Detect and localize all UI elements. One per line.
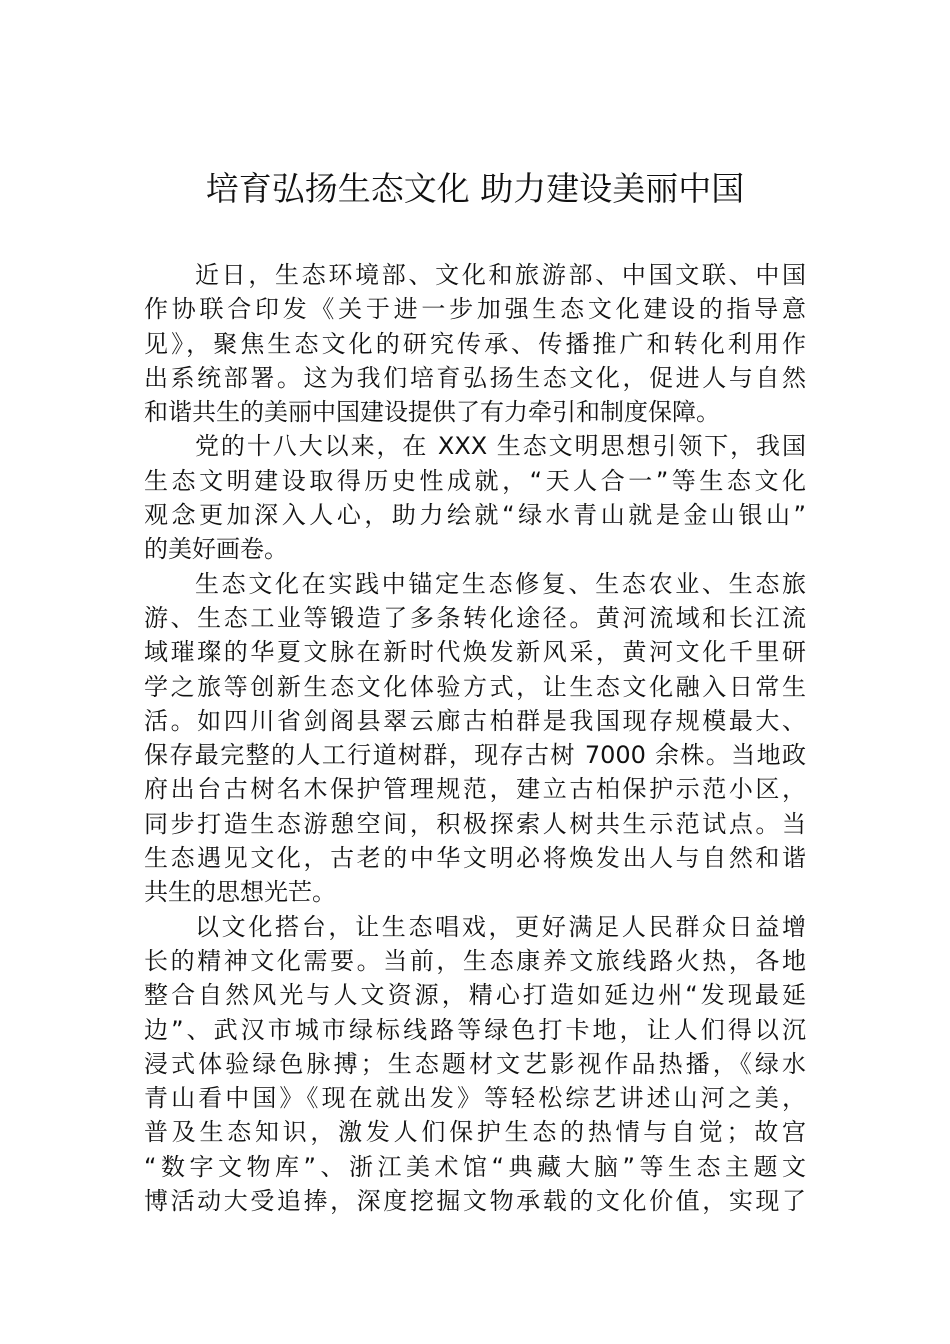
document-body <box>144 258 806 1218</box>
paragraph-3-line-3: 域璀璨的华夏文脉在新时代焕发新风采，黄河文化千里研 <box>144 638 806 667</box>
paragraph-1-line-5: 和谐共生的美丽中国建设提供了有力牵引和制度保障。 <box>144 398 720 427</box>
paragraph-3-line-10: 共生的思想光芒。 <box>144 878 336 907</box>
paragraph-3-line-5: 活。如四川省剑阁县翠云廊古柏群是我国现存规模最大、 <box>144 706 806 735</box>
paragraph-3-line-9: 生态遇见文化，古老的中华文明必将焕发出人与自然和谐 <box>144 844 806 873</box>
paragraph-4-line-3: 整合自然风光与人文资源，精心打造如延边州“发现最延 <box>144 981 806 1010</box>
paragraph-2-line-1: 党的十八大以来，在 XXX 生态文明思想引领下，我国 <box>195 432 806 461</box>
paragraph-4-line-2: 长的精神文化需要。当前，生态康养文旅线路火热，各地 <box>144 946 806 975</box>
paragraph-4-line-4: 边”、武汉市城市绿标线路等绿色打卡地，让人们得以沉 <box>144 1015 806 1044</box>
paragraph-2-line-4: 的美好画卷。 <box>144 535 288 564</box>
paragraph-3-line-8: 同步打造生态游憩空间，积极探索人树共生示范试点。当 <box>144 809 806 838</box>
paragraph-2-line-3: 观念更加深入人心，助力绘就“绿水青山就是金山银山” <box>144 501 806 530</box>
paragraph-2-line-2: 生态文明建设取得历史性成就，“天人合一”等生态文化 <box>144 466 806 495</box>
paragraph-1-line-1: 近日，生态环境部、文化和旅游部、中国文联、中国 <box>195 261 806 289</box>
paragraph-3-line-1: 生态文化在实践中锚定生态修复、生态农业、生态旅 <box>195 569 806 598</box>
paragraph-1-line-4: 出系统部署。这为我们培育弘扬生态文化，促进人与自然 <box>144 363 806 392</box>
paragraph-3-line-4: 学之旅等创新生态文化体验方式，让生态文化融入日常生 <box>144 672 806 701</box>
paragraph-4-line-9: 博活动大受追捧，深度挖掘文物承载的文化价值，实现了 <box>144 1187 806 1216</box>
paragraph-1-line-3: 见》，聚焦生态文化的研究传承、传播推广和转化利用作 <box>144 329 806 358</box>
paragraph-1-line-2: 作协联合印发《关于进一步加强生态文化建设的指导意 <box>144 295 806 324</box>
paragraph-3-line-6: 保存最完整的人工行道树群，现存古树 7000 余株。当地政 <box>144 741 806 770</box>
document-title: 培育弘扬生态文化 助力建设美丽中国 <box>205 169 745 208</box>
paragraph-3-line-2: 游、生态工业等锻造了多条转化途径。黄河流域和长江流 <box>144 603 806 632</box>
paragraph-4-line-8: “数字文物库”、浙江美术馆“典藏大脑”等生态主题文 <box>144 1152 806 1181</box>
paragraph-4-line-7: 普及生态知识，激发人们保护生态的热情与自觉；故宫 <box>144 1118 806 1147</box>
paragraph-4-line-6: 青山看中国》《现在就出发》等轻松综艺讲述山河之美， <box>144 1084 806 1113</box>
paragraph-4-line-5: 浸式体验绿色脉搏；生态题材文艺影视作品热播，《绿水 <box>144 1049 806 1078</box>
paragraph-3-line-7: 府出台古树名木保护管理规范，建立古柏保护示范小区， <box>144 775 806 804</box>
paragraph-4-line-1: 以文化搭台，让生态唱戏，更好满足人民群众日益增 <box>195 912 806 941</box>
